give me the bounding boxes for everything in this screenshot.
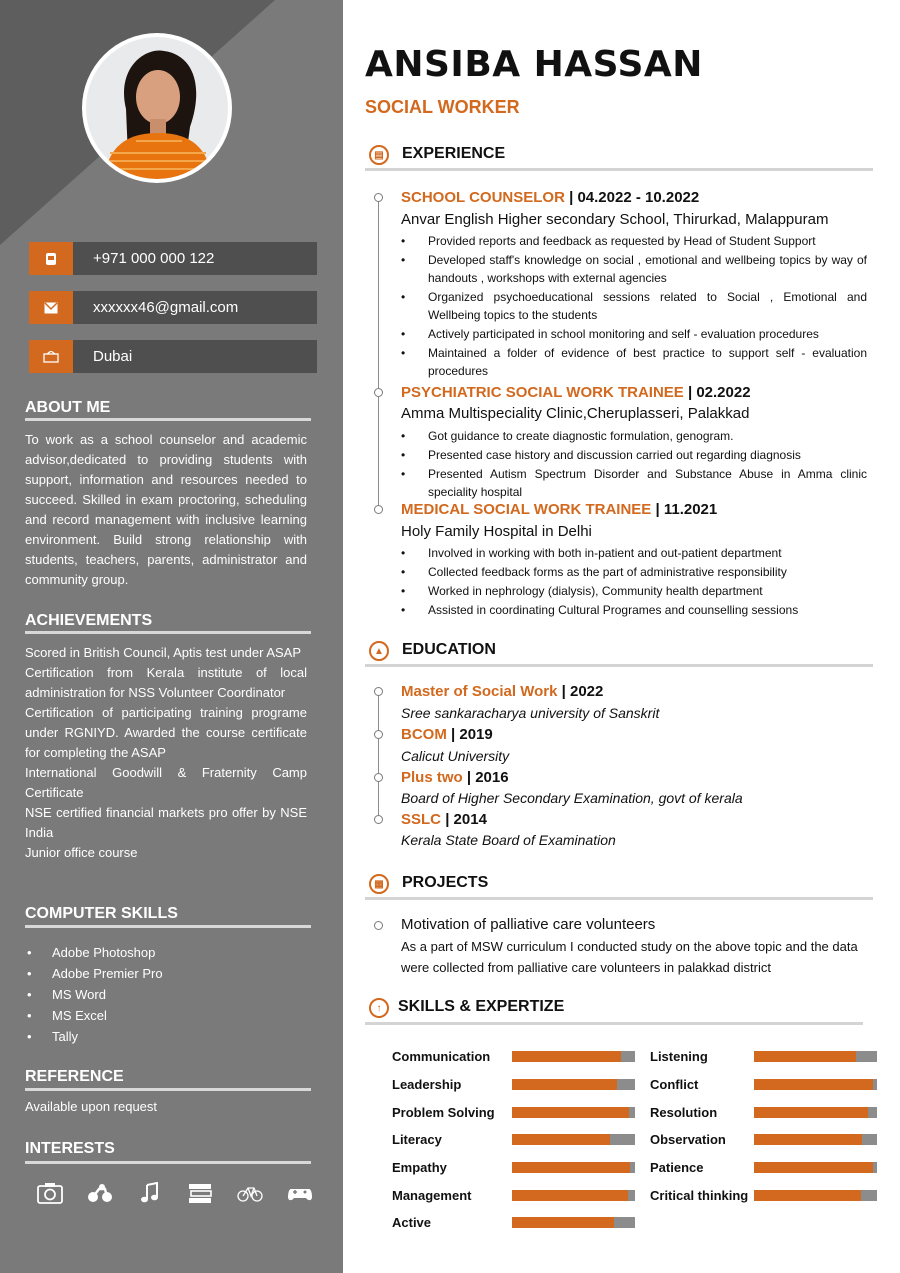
skill-bar	[512, 1107, 635, 1118]
skill-bar-fill	[512, 1107, 629, 1118]
education-title-row	[401, 726, 493, 743]
music-icon	[136, 1180, 164, 1206]
achievement-item: International Goodwill & Fraternity Camp Certificate	[25, 765, 307, 800]
job-organization: Anvar English Higher secondary School, Thirurkad, Malappuram	[401, 211, 829, 228]
skill-bar	[754, 1079, 877, 1090]
timeline-dot	[374, 388, 383, 397]
phone-icon	[29, 242, 73, 275]
skill-bar-fill	[754, 1107, 868, 1118]
duty-item: • Involved in working with both in-patient and out-patient department	[401, 544, 867, 562]
location-icon	[29, 340, 73, 373]
duty-item: • Organized psychoeducational sessions related to Social , Emotional and Wellbeing topics to the students	[401, 288, 867, 324]
skill-bar	[754, 1107, 877, 1118]
computer-skills-heading: COMPUTER SKILLS	[25, 905, 178, 922]
degree: BCOM	[401, 726, 447, 743]
skill-label: Management	[392, 1188, 472, 1203]
skill-bar	[754, 1134, 877, 1145]
job-title: SCHOOL COUNSELOR	[401, 189, 565, 206]
phone-number: +971 000 000 122	[93, 250, 215, 267]
about-divider	[25, 418, 311, 421]
projects-divider	[365, 897, 873, 900]
project-title: Motivation of palliative care volunteers	[401, 916, 656, 933]
skill-label: Empathy	[392, 1160, 447, 1175]
job-organization: Holy Family Hospital in Delhi	[401, 523, 592, 540]
skill-bar-fill	[512, 1134, 610, 1145]
job-organization: Amma Multispeciality Clinic,Cheruplasseri, Palakkad	[401, 405, 750, 422]
experience-heading: EXPERIENCE	[402, 145, 506, 162]
skill-bar-fill	[754, 1190, 861, 1201]
skill-label: Communication	[392, 1049, 491, 1064]
skill-label: Resolution	[650, 1105, 718, 1120]
achievement-item: Certification from Kerala institute of local administration for NSS Volunteer Coordinator	[25, 665, 307, 700]
interests-heading: INTERESTS	[25, 1140, 115, 1157]
camera-icon	[36, 1180, 64, 1206]
timeline-dot	[374, 815, 383, 824]
education-title-row	[401, 811, 487, 828]
duty-item: • Collected feedback forms as the part of administrative responsibility	[401, 563, 867, 581]
skill-bar-fill	[512, 1079, 617, 1090]
skill-bar-fill	[512, 1162, 630, 1173]
degree-year: | 2016	[466, 769, 509, 786]
interests-icons	[36, 1180, 314, 1206]
project-description: As a part of MSW curriculum I conducted study on the above topic and the data were collected from palliative care volunteers in palakkad district	[401, 939, 858, 975]
computer-skills-divider	[25, 925, 311, 928]
location-row[interactable]	[29, 340, 317, 373]
graduation-icon: ▲	[369, 641, 389, 661]
skill-label: Critical thinking	[650, 1188, 749, 1203]
briefcase-icon: ▤	[369, 145, 389, 165]
achievement-item: Junior office course	[25, 845, 138, 860]
computer-skill-item: • Adobe Photoshop	[25, 942, 163, 963]
email-row[interactable]	[29, 291, 317, 324]
sidebar	[0, 0, 343, 1273]
skill-label: Listening	[650, 1049, 708, 1064]
job-date: | 04.2022 - 10.2022	[569, 189, 700, 206]
project-icon: ▦	[369, 874, 389, 894]
duty-item: • Worked in nephrology (dialysis), Community health department	[401, 582, 867, 600]
duty-item: • Developed staff's knowledge on social , emotional and wellbeing topics by way of handouts , workshops with external agencies	[401, 251, 867, 287]
skill-bar-fill	[754, 1134, 862, 1145]
skill-label: Conflict	[650, 1077, 699, 1092]
skill-label: Literacy	[392, 1132, 442, 1147]
skills-divider	[365, 1022, 863, 1025]
skill-bar-fill	[754, 1162, 873, 1173]
skill-bar	[512, 1190, 635, 1201]
job-title-row	[401, 501, 717, 518]
motorcycle-icon	[86, 1180, 114, 1206]
timeline-dot	[374, 505, 383, 514]
skill-label: Active	[392, 1215, 432, 1230]
timeline-dot	[374, 687, 383, 696]
skill-bar-fill	[512, 1190, 628, 1201]
location: Dubai	[93, 348, 133, 365]
education-title-row	[401, 683, 603, 700]
skill-bar	[754, 1051, 877, 1062]
skill-label: Observation	[650, 1132, 726, 1147]
job-duties	[401, 232, 867, 381]
phone-row[interactable]	[29, 242, 317, 275]
skill-bar-fill	[754, 1079, 873, 1090]
skill-bar	[512, 1134, 635, 1145]
education-heading: EDUCATION	[402, 641, 496, 658]
experience-divider	[365, 168, 873, 171]
profile-photo	[86, 37, 228, 179]
candidate-role: SOCIAL WORKER	[365, 97, 520, 117]
duty-item: • Got guidance to create diagnostic formulation, genogram.	[401, 427, 867, 445]
skill-bar	[754, 1190, 877, 1201]
degree: Plus two	[401, 769, 463, 786]
duty-item: • Presented case history and discussion carried out regarding diagnosis	[401, 446, 867, 464]
degree: Master of Social Work	[401, 683, 558, 700]
achievement-item: Scored in British Council, Aptis test under ASAP	[25, 645, 302, 660]
duty-item: • Actively participated in school monitoring and self - evaluation procedures	[401, 325, 867, 343]
achievement-item: NSE certified financial markets pro offer by NSE India	[25, 805, 307, 840]
reference-text: Available upon request	[25, 1099, 158, 1114]
skill-bar	[512, 1217, 635, 1228]
achievements-list	[25, 643, 307, 863]
books-icon	[186, 1180, 214, 1206]
duty-item: • Presented Autism Spectrum Disorder and Substance Abuse in Amma clinic speciality hospital	[401, 465, 867, 501]
computer-skill-item: • MS Excel	[25, 1005, 163, 1026]
job-title: MEDICAL SOCIAL WORK TRAINEE	[401, 501, 652, 518]
achievements-heading: ACHIEVEMENTS	[25, 612, 153, 629]
skill-bar-fill	[512, 1051, 621, 1062]
degree-year: | 2019	[451, 726, 493, 743]
skills-icon: ↑	[369, 998, 389, 1018]
email-icon	[29, 291, 73, 324]
timeline-dot	[374, 730, 383, 739]
experience-timeline	[378, 198, 379, 510]
education-divider	[365, 664, 873, 667]
degree-year: | 2022	[561, 683, 604, 700]
bicycle-icon	[236, 1180, 264, 1206]
institution: Kerala State Board of Examination	[401, 832, 616, 848]
skill-bar-fill	[512, 1217, 614, 1228]
skill-label: Problem Solving	[392, 1105, 495, 1120]
candidate-name: ANSIBA HASSAN	[365, 44, 703, 85]
skill-bar	[754, 1162, 877, 1173]
computer-skill-item: • MS Word	[25, 984, 163, 1005]
timeline-dot	[374, 921, 383, 930]
reference-divider	[25, 1088, 311, 1091]
skill-label: Leadership	[392, 1077, 462, 1092]
computer-skill-item: • Tally	[25, 1026, 163, 1047]
email-address: xxxxxx46@gmail.com	[93, 299, 239, 316]
degree: SSLC	[401, 811, 442, 828]
job-title: PSYCHIATRIC SOCIAL WORK TRAINEE	[401, 384, 684, 401]
skill-bar	[512, 1051, 635, 1062]
job-date: | 11.2021	[655, 501, 718, 518]
job-duties	[401, 544, 867, 620]
projects-heading: PROJECTS	[402, 874, 489, 891]
degree-year: | 2014	[445, 811, 487, 828]
job-duties	[401, 427, 867, 502]
institution: Sree sankaracharya university of Sanskrit	[401, 705, 660, 721]
institution: Calicut University	[401, 748, 510, 764]
profile-photo-frame	[82, 33, 232, 183]
duty-item: • Maintained a folder of evidence of best practice to support self - evaluation procedures	[401, 344, 867, 380]
computer-skills-list	[25, 942, 163, 1047]
gaming-icon	[286, 1180, 314, 1206]
skill-bar	[512, 1079, 635, 1090]
job-title-row	[401, 189, 699, 206]
job-title-row	[401, 384, 751, 401]
computer-skill-item: • Adobe Premier Pro	[25, 963, 163, 984]
achievement-item: Certification of participating training programe under RGNIYD. Awarded the course certificate for completing the ASAP	[25, 705, 307, 760]
job-date: | 02.2022	[687, 384, 751, 401]
about-heading: ABOUT ME	[25, 399, 111, 416]
reference-heading: REFERENCE	[25, 1068, 124, 1085]
skills-heading: SKILLS & EXPERTIZE	[398, 998, 565, 1015]
duty-item: • Provided reports and feedback as requested by Head of Student Support	[401, 232, 867, 250]
skill-bar	[512, 1162, 635, 1173]
interests-divider	[25, 1161, 311, 1164]
achievements-divider	[25, 631, 311, 634]
education-title-row	[401, 769, 509, 786]
skill-label: Patience	[650, 1160, 704, 1175]
education-timeline	[378, 692, 379, 824]
duty-item: • Assisted in coordinating Cultural Programes and counselling sessions	[401, 601, 867, 619]
timeline-dot	[374, 773, 383, 782]
about-text: To work as a school counselor and academic advisor,dedicated to providing students with support, information and resources needed to succeed. Skilled in exam proctoring, scheduling and record management with inclusive learning environment. Build strong relationship with students, teachers, parents, administrator and community group.	[25, 432, 307, 587]
institution: Board of Higher Secondary Examination, govt of kerala	[401, 790, 743, 806]
main-content	[343, 0, 900, 1273]
skill-bar-fill	[754, 1051, 856, 1062]
timeline-dot	[374, 193, 383, 202]
